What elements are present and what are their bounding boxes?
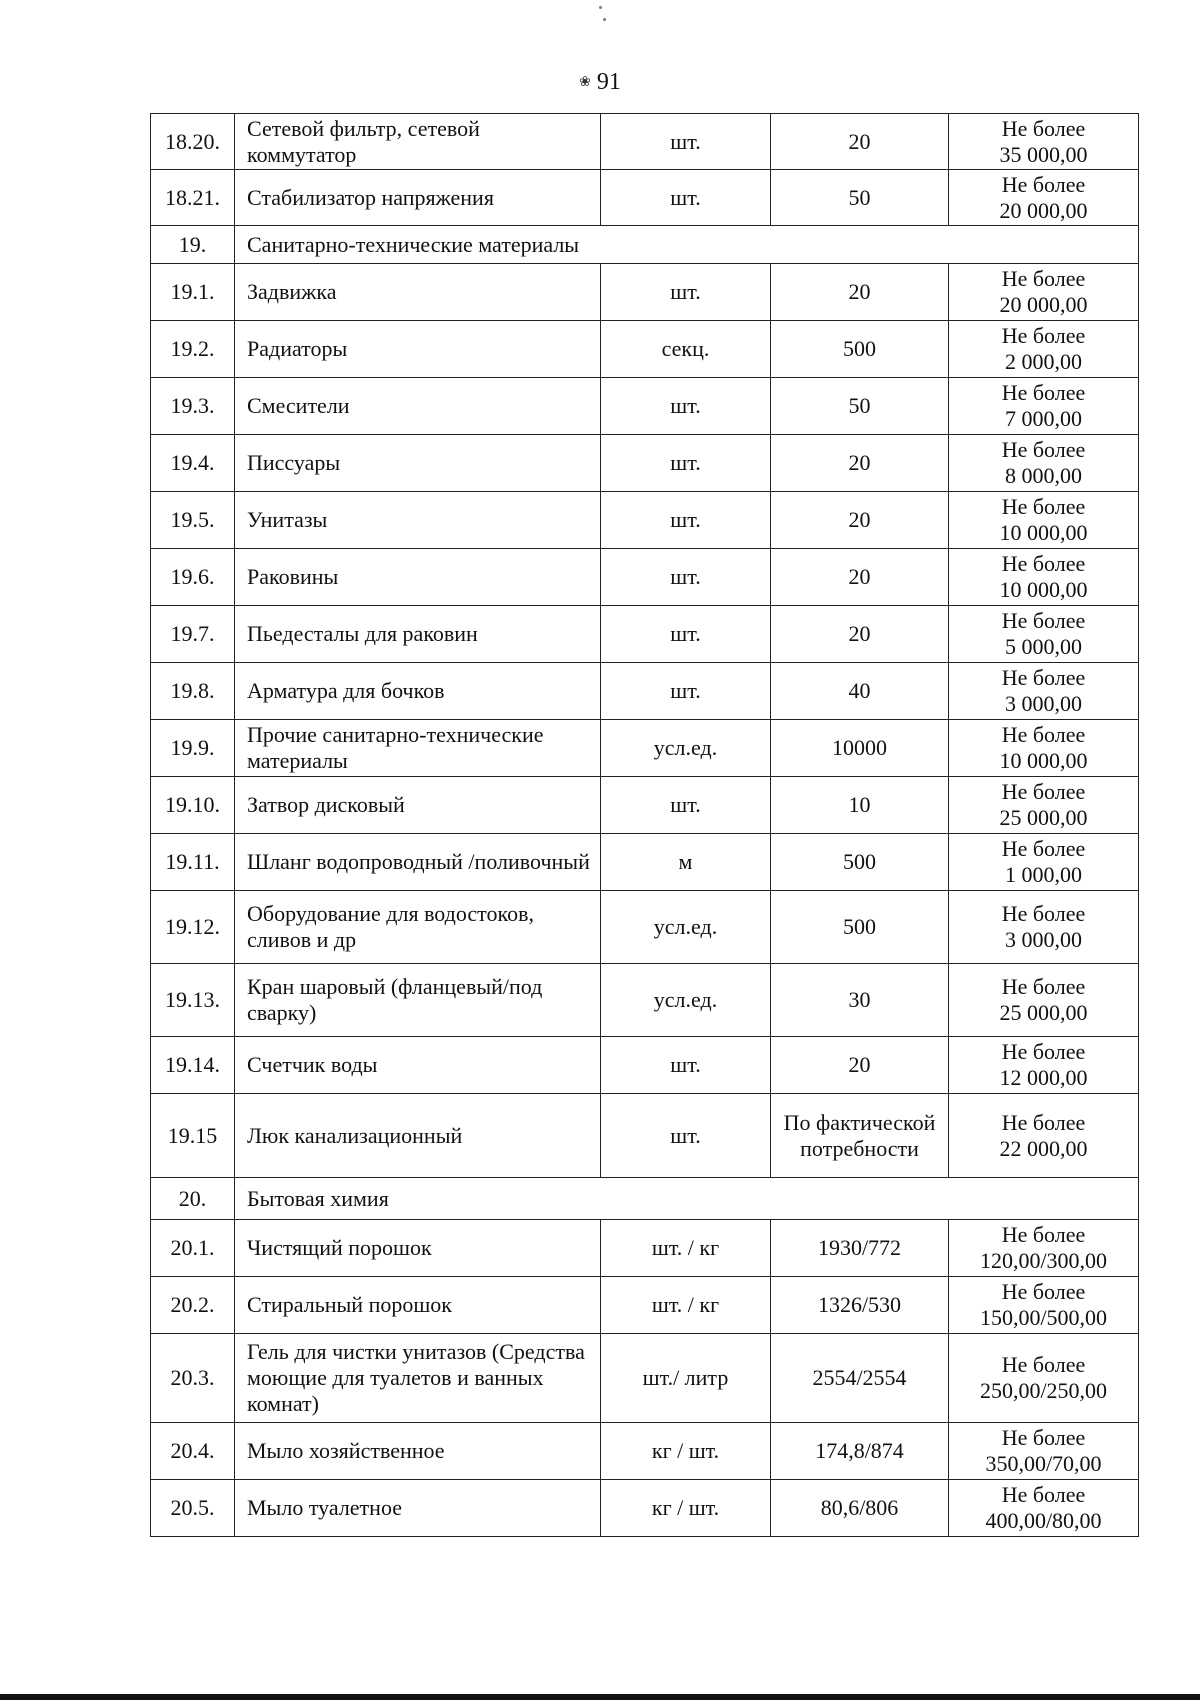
row-number: 19.14. [151,1037,235,1094]
item-name: Радиаторы [235,321,601,378]
page-number-text: 91 [596,69,621,95]
item-name: Стабилизатор напряжения [235,170,601,226]
item-price [949,435,1139,492]
table-row [151,170,1139,226]
price-prefix: Не более [1001,779,1086,804]
item-unit: шт. [601,549,771,606]
item-name: Унитазы [235,492,601,549]
item-name: Стиральный порошок [235,1277,601,1334]
row-number: 18.21. [151,170,235,226]
price-value: 12 000,00 [999,1065,1088,1090]
item-price [949,114,1139,170]
item-quantity: 50 [771,378,949,435]
item-name: Мыло туалетное [235,1480,601,1537]
section-row [151,1178,1139,1220]
row-number: 20.3. [151,1334,235,1423]
item-price [949,1334,1139,1423]
row-number: 20.5. [151,1480,235,1537]
price-prefix: Не более [1001,836,1086,861]
price-prefix: Не более [1001,115,1086,141]
price-prefix: Не более [1001,380,1086,405]
price-value: 3 000,00 [1005,691,1082,716]
item-name: Затвор дисковый [235,777,601,834]
item-price [949,549,1139,606]
row-number: 20. [151,1178,235,1220]
item-price [949,321,1139,378]
item-quantity: 40 [771,663,949,720]
item-price [949,1423,1139,1480]
row-number: 19. [151,226,235,264]
item-quantity: 500 [771,321,949,378]
price-value: 2 000,00 [1005,349,1082,374]
specification-table [150,113,1139,1537]
table-row [151,492,1139,549]
item-price [949,170,1139,226]
price-prefix: Не более [1001,266,1086,291]
item-quantity: 1930/772 [771,1220,949,1277]
item-quantity: 20 [771,1037,949,1094]
price-prefix: Не более [1001,722,1086,747]
item-unit: шт. / кг [601,1277,771,1334]
price-prefix: Не более [1001,171,1086,197]
item-quantity: 20 [771,264,949,321]
price-value: 400,00/80,00 [985,1508,1102,1533]
price-prefix: Не более [1001,901,1086,926]
item-price [949,1480,1139,1537]
row-number: 20.1. [151,1220,235,1277]
row-number: 18.20. [151,114,235,170]
item-quantity: 20 [771,492,949,549]
price-value: 10 000,00 [999,748,1088,773]
page-mark-icon: ❀ [579,75,591,91]
price-value: 20 000,00 [999,292,1088,317]
item-name: Писсуары [235,435,601,492]
table-row [151,834,1139,891]
item-name: Счетчик воды [235,1037,601,1094]
table-row [151,1094,1139,1178]
price-prefix: Не более [1001,494,1086,519]
item-unit: шт. [601,114,771,170]
section-title: Санитарно-технические материалы [235,226,1139,264]
table-row [151,378,1139,435]
item-unit: шт. [601,170,771,226]
price-value: 35 000,00 [999,141,1088,167]
item-price [949,964,1139,1037]
price-prefix: Не более [1001,551,1086,576]
item-quantity: 20 [771,114,949,170]
price-value: 20 000,00 [999,197,1088,223]
price-value: 10 000,00 [999,520,1088,545]
table-row [151,720,1139,777]
price-value: 250,00/250,00 [979,1378,1108,1403]
row-number: 19.9. [151,720,235,777]
table-row [151,777,1139,834]
price-prefix: Не более [1001,608,1086,633]
item-unit: кг / шт. [601,1480,771,1537]
item-unit: усл.ед. [601,720,771,777]
item-unit: шт. [601,606,771,663]
table-row [151,114,1139,170]
price-prefix: Не более [1001,1482,1086,1507]
item-price [949,891,1139,964]
item-price [949,777,1139,834]
item-unit: кг / шт. [601,1423,771,1480]
page-number [0,68,1200,97]
section-row [151,226,1139,264]
item-name: Люк канализационный [235,1094,601,1178]
row-number: 19.5. [151,492,235,549]
item-unit: усл.ед. [601,964,771,1037]
item-name: Оборудование для водостоков, сливов и др [235,891,601,964]
item-unit: шт. [601,1037,771,1094]
table-row [151,1037,1139,1094]
item-quantity: 20 [771,435,949,492]
price-value: 22 000,00 [999,1135,1088,1161]
item-unit: шт./ литр [601,1334,771,1423]
item-price [949,663,1139,720]
table-row [151,321,1139,378]
price-value: 8 000,00 [1005,463,1082,488]
item-name: Раковины [235,549,601,606]
item-price [949,492,1139,549]
table-row [151,964,1139,1037]
price-prefix: Не более [1001,323,1086,348]
item-name: Кран шаровый (фланцевый/под сварку) [235,964,601,1037]
price-prefix: Не более [1001,437,1086,462]
price-value: 25 000,00 [999,1000,1088,1025]
price-value: 25 000,00 [999,805,1088,830]
row-number: 19.8. [151,663,235,720]
table-row [151,606,1139,663]
row-number: 19.11. [151,834,235,891]
price-value: 10 000,00 [999,577,1088,602]
table-row [151,1334,1139,1423]
item-unit: шт. [601,492,771,549]
row-number: 19.15 [151,1094,235,1178]
price-prefix: Не более [1001,1352,1086,1377]
item-quantity: 30 [771,964,949,1037]
scan-speck [603,18,606,21]
price-prefix: Не более [1001,1279,1086,1304]
price-value: 1 000,00 [1005,862,1082,887]
item-name: Задвижка [235,264,601,321]
price-value: 3 000,00 [1005,927,1082,952]
item-unit: шт. [601,663,771,720]
item-unit: шт. [601,435,771,492]
item-price [949,834,1139,891]
table-row [151,435,1139,492]
price-prefix: Не более [1001,665,1086,690]
item-name: Мыло хозяйственное [235,1423,601,1480]
item-price [949,378,1139,435]
row-number: 19.1. [151,264,235,321]
row-number: 19.12. [151,891,235,964]
item-price [949,264,1139,321]
item-quantity: 500 [771,891,949,964]
item-price [949,606,1139,663]
item-unit: шт. [601,1094,771,1178]
price-value: 7 000,00 [1005,406,1082,431]
item-quantity: 50 [771,170,949,226]
item-quantity: 20 [771,606,949,663]
row-number: 19.6. [151,549,235,606]
item-unit: усл.ед. [601,891,771,964]
item-name: Чистящий порошок [235,1220,601,1277]
item-name: Шланг водопроводный /поливочный [235,834,601,891]
item-name: Прочие санитарно-технические материалы [235,720,601,777]
item-quantity: 10 [771,777,949,834]
table-row [151,264,1139,321]
item-name: Смесители [235,378,601,435]
item-unit: шт. [601,378,771,435]
item-quantity: 80,6/806 [771,1480,949,1537]
page-bottom-rule [0,1694,1200,1700]
item-quantity: 1326/530 [771,1277,949,1334]
row-number: 19.4. [151,435,235,492]
item-quantity: 174,8/874 [771,1423,949,1480]
scan-speck [599,6,602,9]
item-unit: секц. [601,321,771,378]
item-quantity: По фактической потребности [771,1094,949,1178]
price-prefix: Не более [1001,1039,1086,1064]
table-body [151,114,1139,1537]
item-name: Арматура для бочков [235,663,601,720]
item-name: Сетевой фильтр, сетевой коммутатор [235,114,601,170]
price-prefix: Не более [1001,1109,1086,1135]
row-number: 19.10. [151,777,235,834]
row-number: 20.2. [151,1277,235,1334]
item-quantity: 500 [771,834,949,891]
table-row [151,1480,1139,1537]
price-value: 120,00/300,00 [979,1248,1108,1273]
row-number: 19.7. [151,606,235,663]
item-name: Пьедесталы для раковин [235,606,601,663]
item-unit: м [601,834,771,891]
table-row [151,549,1139,606]
item-price [949,1220,1139,1277]
item-unit: шт. / кг [601,1220,771,1277]
price-prefix: Не более [1001,1222,1086,1247]
price-value: 5 000,00 [1005,634,1082,659]
table-row [151,663,1139,720]
row-number: 19.13. [151,964,235,1037]
table-row [151,891,1139,964]
price-prefix: Не более [1001,974,1086,999]
table-row [151,1220,1139,1277]
row-number: 19.3. [151,378,235,435]
item-quantity: 10000 [771,720,949,777]
price-prefix: Не более [1001,1425,1086,1450]
item-unit: шт. [601,777,771,834]
item-price [949,1037,1139,1094]
price-value: 150,00/500,00 [979,1305,1108,1330]
section-title: Бытовая химия [235,1178,1139,1220]
item-price [949,720,1139,777]
row-number: 19.2. [151,321,235,378]
price-value: 350,00/70,00 [985,1451,1102,1476]
table-row [151,1277,1139,1334]
item-quantity: 2554/2554 [771,1334,949,1423]
item-price [949,1094,1139,1178]
item-name: Гель для чистки унитазов (Средства моющие для туалетов и ванных комнат) [235,1334,601,1423]
item-price [949,1277,1139,1334]
row-number: 20.4. [151,1423,235,1480]
item-quantity: 20 [771,549,949,606]
table-row [151,1423,1139,1480]
item-unit: шт. [601,264,771,321]
